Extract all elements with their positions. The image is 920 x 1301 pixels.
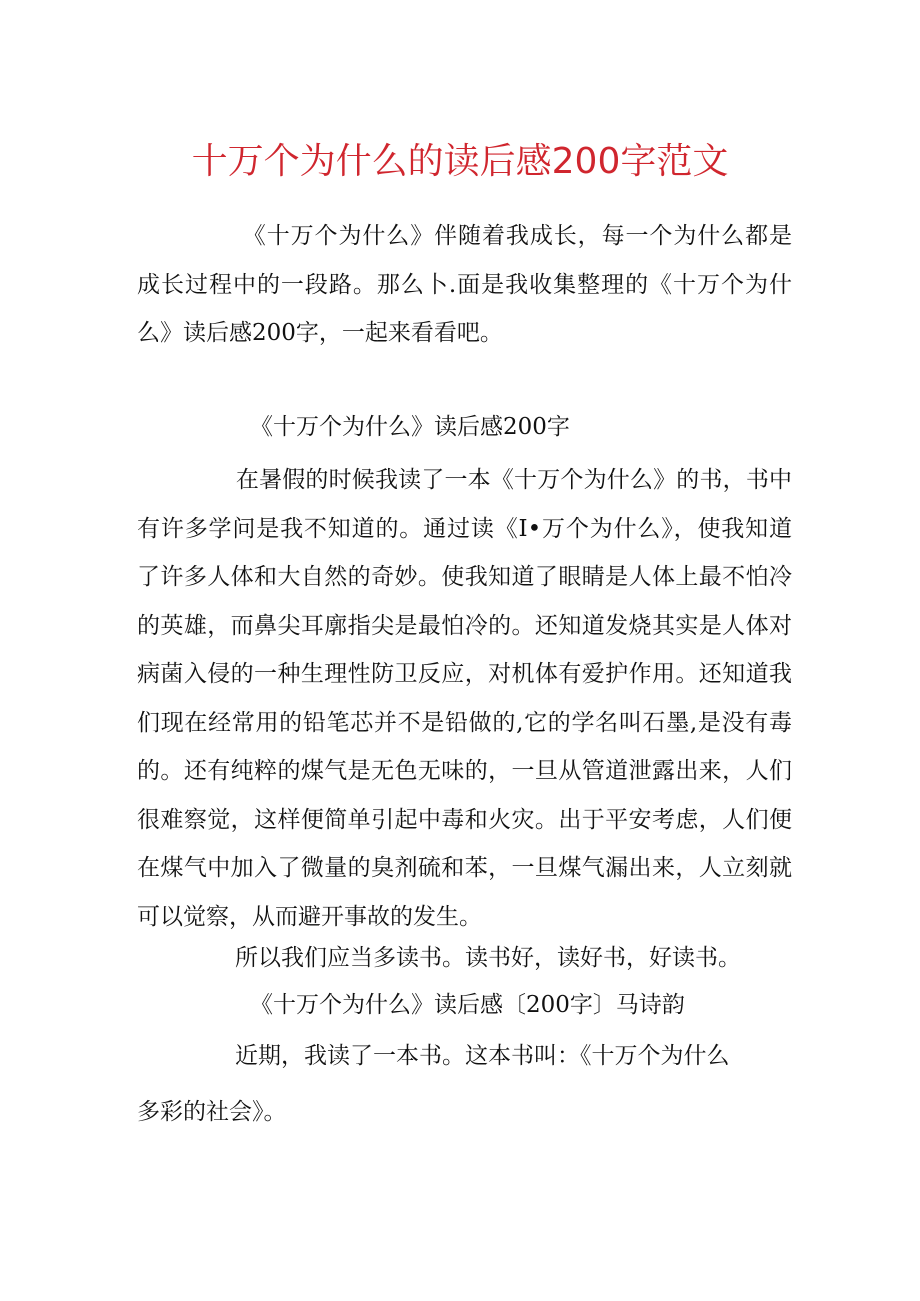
intro-paragraph: 《十万个为什么》伴随着我成长，每一个为什么都是成长过程中的一段路。那么卜.面是我收集整理的《十万个为什么》读后感200字，一起来看看吧。: [137, 223, 792, 346]
document-title: 十万个为什么的读后感200字范文: [191, 141, 729, 182]
section-closing-1: 所以我们应当多读书。读书好，读好书，好读书。: [235, 945, 741, 971]
section-body-2-line-2: 多彩的社会》。: [137, 1099, 287, 1125]
section-body-2-line-1: 近期，我读了一本书。这本书叫：《十万个为什么: [235, 1043, 730, 1069]
section-heading-2: 《十万个为什么》读后感〔200字〕马诗韵: [250, 992, 685, 1018]
section-body-1: 在暑假的时候我读了一本《十万个为什么》的书，书中有许多学问是我不知道的。通过读《I•万个为什么》，使我知道了许多人体和大自然的奇妙。使我知道了眼睛是人体上最不怕冷的英雄，而鼻尖耳廓指尖是最怕冷的。还知道发烧其实是人体对病菌入侵的一种生理性防卫反应，对机体有爱护作用。还知道我们现在经常用的铅笔芯并不是铅做的,它的学名叫石墨,是没有毒的。还有纯粹的煤气是无色无味的，一旦从管道泄露出来，人们很难察觉，这样便简单引起中毒和火灾。出于平安考虑，人们便在煤气中加入了微量的臭剂硫和苯，一旦煤气漏出来，人立刻就可以觉察，从而避开事故的发生。: [137, 467, 792, 930]
section-heading-1: 《十万个为什么》读后感200字: [250, 414, 570, 440]
